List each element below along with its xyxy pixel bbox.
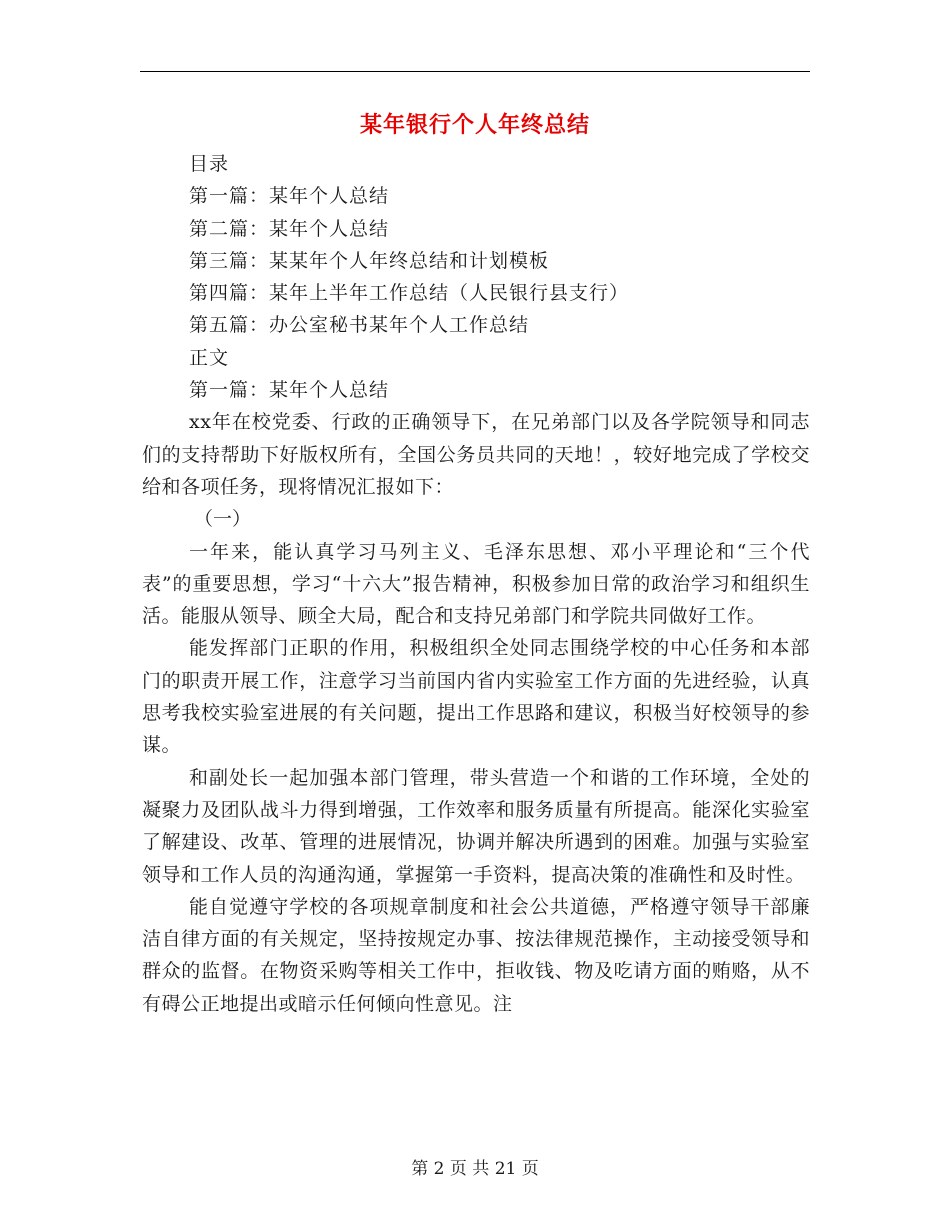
toc-item: 第一篇：某年个人总结	[189, 185, 390, 208]
body-heading: 正文	[189, 346, 230, 369]
toc-item: 第五篇：办公室秘书某年个人工作总结	[189, 314, 530, 337]
paragraph: 和副处长一起加强本部门管理，带头营造一个和谐的工作环境，全处的凝聚力及团队战斗力得到增强，工作效率和服务质量有所提高。能深化实验室了解建设、改革、管理的进展情况，协调并解决所遇到的困难。加强与实验室领导和工作人员的沟通沟通，掌握第一手资料，提高决策的准确性和及时性。	[142, 766, 810, 886]
subsection-marker: （一）	[194, 508, 252, 531]
paragraph: 能自觉遵守学校的各项规章制度和社会公共道德，严格遵守领导干部廉洁自律方面的有关规定，坚持按规定办事、按法律规范操作，主动接受领导和群众的监督。在物资采购等相关工作中，拒收钱、物及吃请方面的贿赂，从不有碍公正地提出或暗示任何倾向性意见。注	[142, 895, 810, 1015]
page-number: 第 2 页 共 21 页	[411, 1159, 539, 1179]
toc-heading: 目录	[189, 153, 230, 175]
toc-item: 第二篇：某年个人总结	[189, 217, 390, 240]
paragraph: 能发挥部门正职的作用，积极组织全处同志围绕学校的中心任务和本部门的职责开展工作，注意学习当前国内省内实验室工作方面的先进经验，认真思考我校实验室进展的有关问题，提出工作思路和建议，积极当好校领导的参谋。	[142, 637, 810, 757]
document-body	[142, 148, 810, 1020]
section-heading: 第一篇：某年个人总结	[189, 379, 390, 402]
paragraph: xx年在校党委、行政的正确领导下，在兄弟部门以及各学院领导和同志们的支持帮助下好版权所有，全国公务员共同的天地！，较好地完成了学校交给和各项任务，现将情况汇报如下：	[142, 411, 810, 498]
header-rule	[140, 71, 810, 72]
toc-item: 第四篇：某年上半年工作总结（人民银行县支行）	[189, 282, 630, 305]
toc-item: 第三篇：某某年个人年终总结和计划模板	[189, 249, 550, 272]
document-title: 某年银行个人年终总结	[359, 113, 590, 138]
paragraph: 一年来，能认真学习马列主义、毛泽东思想、邓小平理论和“三个代表”的重要思想，学习“十六大”报告精神，积极参加日常的政治学习和组织生活。能服从领导、顾全大局，配合和支持兄弟部门和学院共同做好工作。	[142, 540, 810, 628]
